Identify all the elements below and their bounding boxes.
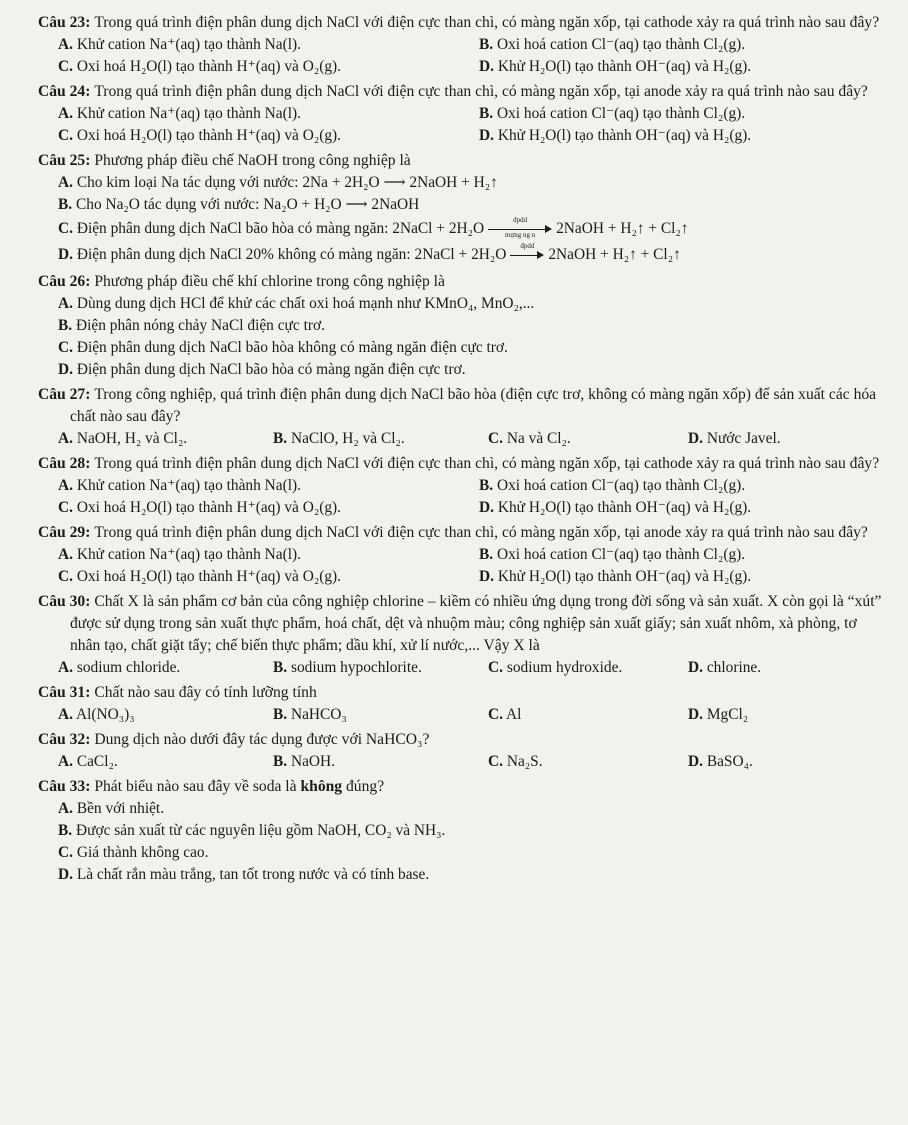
question-text: Trong quá trình điện phân dung dịch NaCl với điện cực than chì, có màng ngăn xốp, tại cathode xảy ra quá trình nào sau đây? [94,455,880,472]
question-text: Chất X là sản phẩm cơ bản của công nghiệp chlorine – kiềm có nhiều ứng dụng trong đời sống và sản xuất. X còn gọi là “xút” được sử dụng trong sản xuất thực phẩm, hoá chất, dệt và nhuộm màu; công nghiệp sản xuất giấy; sản xuất nhôm, xà phòng, tơ nhân tạo, chất giặt tẩy; chế biến thực phẩm; dầu khí, xử lí nước,... Vậy X là [70,593,882,654]
option-a[interactable]: A. Cho kim loại Na tác dụng với nước: 2Na + 2H₂O ⟶ 2NaOH + H₂↑ [58,174,498,191]
option-d[interactable]: D. chlorine. [688,659,762,676]
emphasis-not: không [300,778,343,795]
option-b[interactable]: B. NaHCO₃ [273,706,347,723]
question-31 [38,682,890,726]
option-b[interactable]: B. Oxi hoá cation Cl⁻(aq) tạo thành Cl₂(g). [479,105,746,122]
question-stem [38,271,890,293]
question-24 [38,81,890,147]
reaction-arrow: đpdd [510,248,544,262]
question-stem [38,12,890,34]
question-number: Câu 23: [38,14,91,31]
question-text: Trong quá trình điện phân dung dịch NaCl với điện cực than chì, có màng ngăn xốp, tại anode xảy ra quá trình nào sau đây? [94,524,868,541]
option-d[interactable]: D. Khử H₂O(l) tạo thành OH⁻(aq) và H₂(g). [479,568,752,585]
question-number: Câu 31: [38,684,91,701]
question-26 [38,271,890,381]
question-number: Câu 29: [38,524,91,541]
question-33 [38,776,890,886]
option-c[interactable]: C. Na₂S. [488,753,543,770]
option-a[interactable]: A. Al(NO₃)₃ [58,706,135,723]
option-b[interactable]: B. sodium hypochlorite. [273,659,422,676]
question-stem [38,453,890,475]
option-c[interactable]: C. Điện phân dung dịch NaCl bão hòa có màng ngăn: 2NaCl + 2H₂O đpdd mựng ng n 2NaOH + H₂↑ + Cl₂↑ [58,216,689,240]
option-c[interactable]: C. Oxi hoá H₂O(l) tạo thành H⁺(aq) và O₂(g). [58,127,342,144]
option-c[interactable]: C. Oxi hoá H₂O(l) tạo thành H⁺(aq) và O₂(g). [58,499,342,516]
question-number: Câu 33: [38,778,91,795]
question-stem [38,682,890,704]
question-stem [38,776,890,798]
question-stem [38,522,890,544]
option-b[interactable]: B. Oxi hoá cation Cl⁻(aq) tạo thành Cl₂(g). [479,477,746,494]
question-stem [38,591,890,657]
question-text: Trong quá trình điện phân dung dịch NaCl với điện cực than chì, có màng ngăn xốp, tại cathode xảy ra quá trình nào sau đây? [94,14,880,31]
option-b[interactable]: B. Điện phân nóng chảy NaCl điện cực trơ. [58,317,325,334]
question-27 [38,384,890,450]
option-c[interactable]: C. Oxi hoá H₂O(l) tạo thành H⁺(aq) và O₂(g). [58,58,342,75]
question-number: Câu 27: [38,386,91,403]
question-number: Câu 30: [38,593,91,610]
option-b[interactable]: B. Được sản xuất từ các nguyên liệu gồm NaOH, CO₂ và NH₃. [58,822,446,839]
option-a[interactable]: A. Khử cation Na⁺(aq) tạo thành Na(l). [58,105,301,122]
question-28 [38,453,890,519]
question-number: Câu 24: [38,83,91,100]
option-a[interactable]: A. Khử cation Na⁺(aq) tạo thành Na(l). [58,36,301,53]
option-b[interactable]: B. NaOH. [273,753,336,770]
option-d[interactable]: D. Khử H₂O(l) tạo thành OH⁻(aq) và H₂(g). [479,58,752,75]
question-text: Dung dịch nào dưới đây tác dụng được với NaHCO₃? [94,731,430,748]
reaction-arrow: đpdd mựng ng n [488,222,552,236]
option-a[interactable]: A. Khử cation Na⁺(aq) tạo thành Na(l). [58,546,301,563]
question-stem [38,81,890,103]
option-d[interactable]: D. Khử H₂O(l) tạo thành OH⁻(aq) và H₂(g). [479,127,752,144]
option-d[interactable]: D. Khử H₂O(l) tạo thành OH⁻(aq) và H₂(g). [479,499,752,516]
question-number: Câu 32: [38,731,91,748]
option-d[interactable]: D. Điện phân dung dịch NaCl bão hòa có màng ngăn điện cực trơ. [58,361,466,378]
option-a[interactable]: A. Dùng dung dịch HCl để khử các chất oxi hoá mạnh như KMnO₄, MnO₂,... [58,295,535,312]
option-d[interactable]: D. Là chất rắn màu trắng, tan tốt trong nước và có tính base. [58,866,430,883]
question-number: Câu 26: [38,273,91,290]
option-a[interactable]: A. CaCl₂. [58,753,118,770]
question-32 [38,729,890,773]
question-text: Phương pháp điều chế khí chlorine trong công nghiệp là [94,273,445,290]
option-b[interactable]: B. Cho Na₂O tác dụng với nước: Na₂O + H₂O ⟶ 2NaOH [58,196,420,213]
option-d[interactable]: D. MgCl₂ [688,706,749,723]
question-stem [38,150,890,172]
option-c[interactable]: C. Al [488,706,522,723]
question-25 [38,150,890,268]
question-text: Trong quá trình điện phân dung dịch NaCl với điện cực than chì, có màng ngăn xốp, tại anode xảy ra quá trình nào sau đây? [94,83,868,100]
question-text: Trong công nghiệp, quá trình điện phân dung dịch NaCl bão hòa (điện cực trơ, không có màng ngăn xốp) để sản xuất các hóa chất nào sau đây? [70,386,877,425]
option-c[interactable]: C. Oxi hoá H₂O(l) tạo thành H⁺(aq) và O₂(g). [58,568,342,585]
question-30 [38,591,890,679]
option-c[interactable]: C. sodium hydroxide. [488,659,623,676]
question-23 [38,12,890,78]
question-number: Câu 28: [38,455,91,472]
question-stem [38,384,890,428]
option-c[interactable]: C. Giá thành không cao. [58,844,209,861]
option-b[interactable]: B. NaClO, H₂ và Cl₂. [273,430,405,447]
question-text: Chất nào sau đây có tính lưỡng tính [94,684,317,701]
option-a[interactable]: A. NaOH, H₂ và Cl₂. [58,430,188,447]
option-d[interactable]: D. Nước Javel. [688,430,781,447]
option-d[interactable]: D. BaSO₄. [688,753,753,770]
option-c[interactable]: C. Na và Cl₂. [488,430,571,447]
question-text: Phương pháp điều chế NaOH trong công nghiệp là [94,152,411,169]
option-a[interactable]: A. Bền với nhiệt. [58,800,165,817]
option-d[interactable]: D. Điện phân dung dịch NaCl 20% không có màng ngăn: 2NaCl + 2H₂O đpdd 2NaOH + H₂↑ + Cl₂↑ [58,242,681,263]
option-a[interactable]: A. sodium chloride. [58,659,181,676]
question-29 [38,522,890,588]
option-a[interactable]: A. Khử cation Na⁺(aq) tạo thành Na(l). [58,477,301,494]
question-number: Câu 25: [38,152,91,169]
option-c[interactable]: C. Điện phân dung dịch NaCl bão hòa không có màng ngăn điện cực trơ. [58,339,508,356]
option-b[interactable]: B. Oxi hoá cation Cl⁻(aq) tạo thành Cl₂(g). [479,546,746,563]
option-b[interactable]: B. Oxi hoá cation Cl⁻(aq) tạo thành Cl₂(g). [479,36,746,53]
question-stem [38,729,890,751]
question-text: Phát biểu nào sau đây về soda là không đúng? [94,778,385,795]
